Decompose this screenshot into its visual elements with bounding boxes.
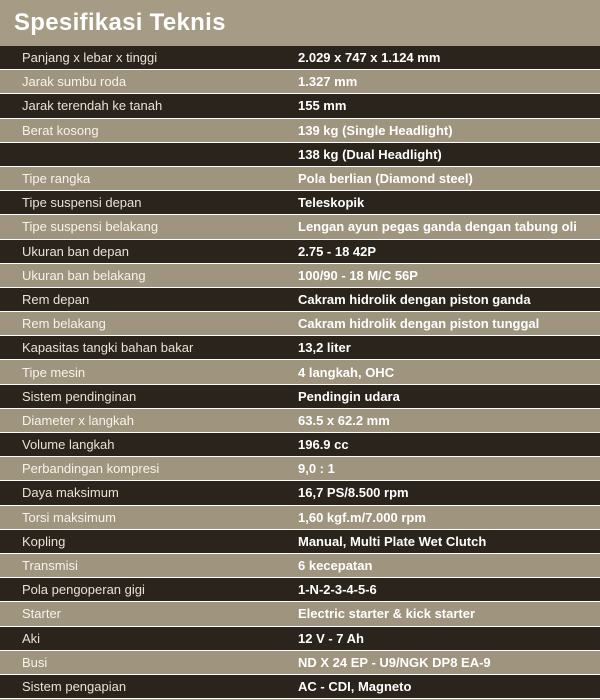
- row-label: Jarak terendah ke tanah: [22, 98, 163, 114]
- row-label: Rem depan: [22, 291, 90, 307]
- row-label: Tipe suspensi depan: [22, 195, 142, 211]
- table-row: [0, 46, 600, 70]
- row-value: Pola berlian (Diamond steel): [298, 171, 473, 187]
- row-label: Starter: [22, 606, 62, 622]
- row-value: 1-N-2-3-4-5-6: [298, 582, 377, 598]
- row-value: 155 mm: [298, 98, 347, 114]
- row-value: Cakram hidrolik dengan piston ganda: [298, 291, 531, 307]
- row-value: 138 kg (Dual Headlight): [298, 146, 442, 162]
- row-value: 1,60 kgf.m/7.000 rpm: [298, 509, 426, 525]
- table-row: [0, 554, 600, 578]
- row-label: Panjang x lebar x tinggi: [22, 50, 158, 66]
- row-value: 1.327 mm: [298, 74, 358, 90]
- row-label: Ukuran ban depan: [22, 243, 129, 259]
- row-label: Transmisi: [22, 558, 78, 574]
- row-label: Rem belakang: [22, 316, 106, 332]
- row-value: 16,7 PS/8.500 rpm: [298, 485, 409, 501]
- table-row: [0, 94, 600, 118]
- table-row: [0, 240, 600, 264]
- page-title: Spesifikasi Teknis: [14, 9, 226, 36]
- row-label: Busi: [22, 654, 48, 670]
- table-row: [0, 651, 600, 675]
- row-label: Tipe rangka: [22, 171, 91, 187]
- row-value: 2.029 x 747 x 1.124 mm: [298, 50, 441, 66]
- row-value: Teleskopik: [298, 195, 365, 211]
- row-label: Berat kosong: [22, 122, 99, 138]
- table-row: [0, 167, 600, 191]
- row-value: 139 kg (Single Headlight): [298, 122, 453, 138]
- row-label: Pola pengoperan gigi: [22, 582, 145, 598]
- table-row: [0, 360, 600, 384]
- table-row: [0, 119, 600, 143]
- table-row: [0, 530, 600, 554]
- table-row: [0, 675, 600, 699]
- table-row: [0, 143, 600, 167]
- spec-table: [0, 46, 600, 699]
- row-label: Torsi maksimum: [22, 509, 116, 525]
- row-value: 63.5 x 62.2 mm: [298, 412, 390, 428]
- table-row: [0, 602, 600, 626]
- row-value: Manual, Multi Plate Wet Clutch: [298, 533, 487, 549]
- row-label: Kopling: [22, 533, 66, 549]
- table-row: [0, 457, 600, 481]
- table-row: [0, 191, 600, 215]
- row-label: Perbandingan kompresi: [22, 461, 160, 477]
- row-value: 9,0 : 1: [298, 461, 335, 477]
- row-label: Ukuran ban belakang: [22, 267, 146, 283]
- row-label: Tipe suspensi belakang: [22, 219, 159, 235]
- table-row: [0, 578, 600, 602]
- row-label: Volume langkah: [22, 437, 115, 453]
- row-label: Aki: [22, 630, 41, 646]
- table-row: [0, 481, 600, 505]
- row-value: Lengan ayun pegas ganda dengan tabung oli: [298, 219, 577, 235]
- row-value: Electric starter & kick starter: [298, 606, 476, 622]
- table-row: [0, 70, 600, 94]
- row-value: AC - CDI, Magneto: [298, 678, 412, 694]
- row-label: Sistem pendinginan: [22, 388, 137, 404]
- row-value: 6 kecepatan: [298, 558, 373, 574]
- row-label: Sistem pengapian: [22, 678, 127, 694]
- table-row: [0, 506, 600, 530]
- row-value: Pendingin udara: [298, 388, 400, 404]
- table-row: [0, 215, 600, 239]
- table-row: [0, 336, 600, 360]
- row-value: 100/90 - 18 M/C 56P: [298, 267, 418, 283]
- table-row: [0, 264, 600, 288]
- row-value: ND X 24 EP - U9/NGK DP8 EA-9: [298, 654, 491, 670]
- table-row: [0, 627, 600, 651]
- row-label: Tipe mesin: [22, 364, 86, 380]
- row-value: 196.9 cc: [298, 437, 349, 453]
- row-label: Daya maksimum: [22, 485, 119, 501]
- row-value: 4 langkah, OHC: [298, 364, 395, 380]
- row-value: Cakram hidrolik dengan piston tunggal: [298, 316, 540, 332]
- row-value: 2.75 - 18 42P: [298, 243, 377, 259]
- row-label: Kapasitas tangki bahan bakar: [22, 340, 194, 356]
- row-value: 12 V - 7 Ah: [298, 630, 364, 646]
- table-row: [0, 288, 600, 312]
- table-row: [0, 312, 600, 336]
- row-label: Jarak sumbu roda: [22, 74, 127, 90]
- table-row: [0, 433, 600, 457]
- row-label: Diameter x langkah: [22, 412, 134, 428]
- row-value: 13,2 liter: [298, 340, 351, 356]
- table-row: [0, 409, 600, 433]
- table-row: [0, 385, 600, 409]
